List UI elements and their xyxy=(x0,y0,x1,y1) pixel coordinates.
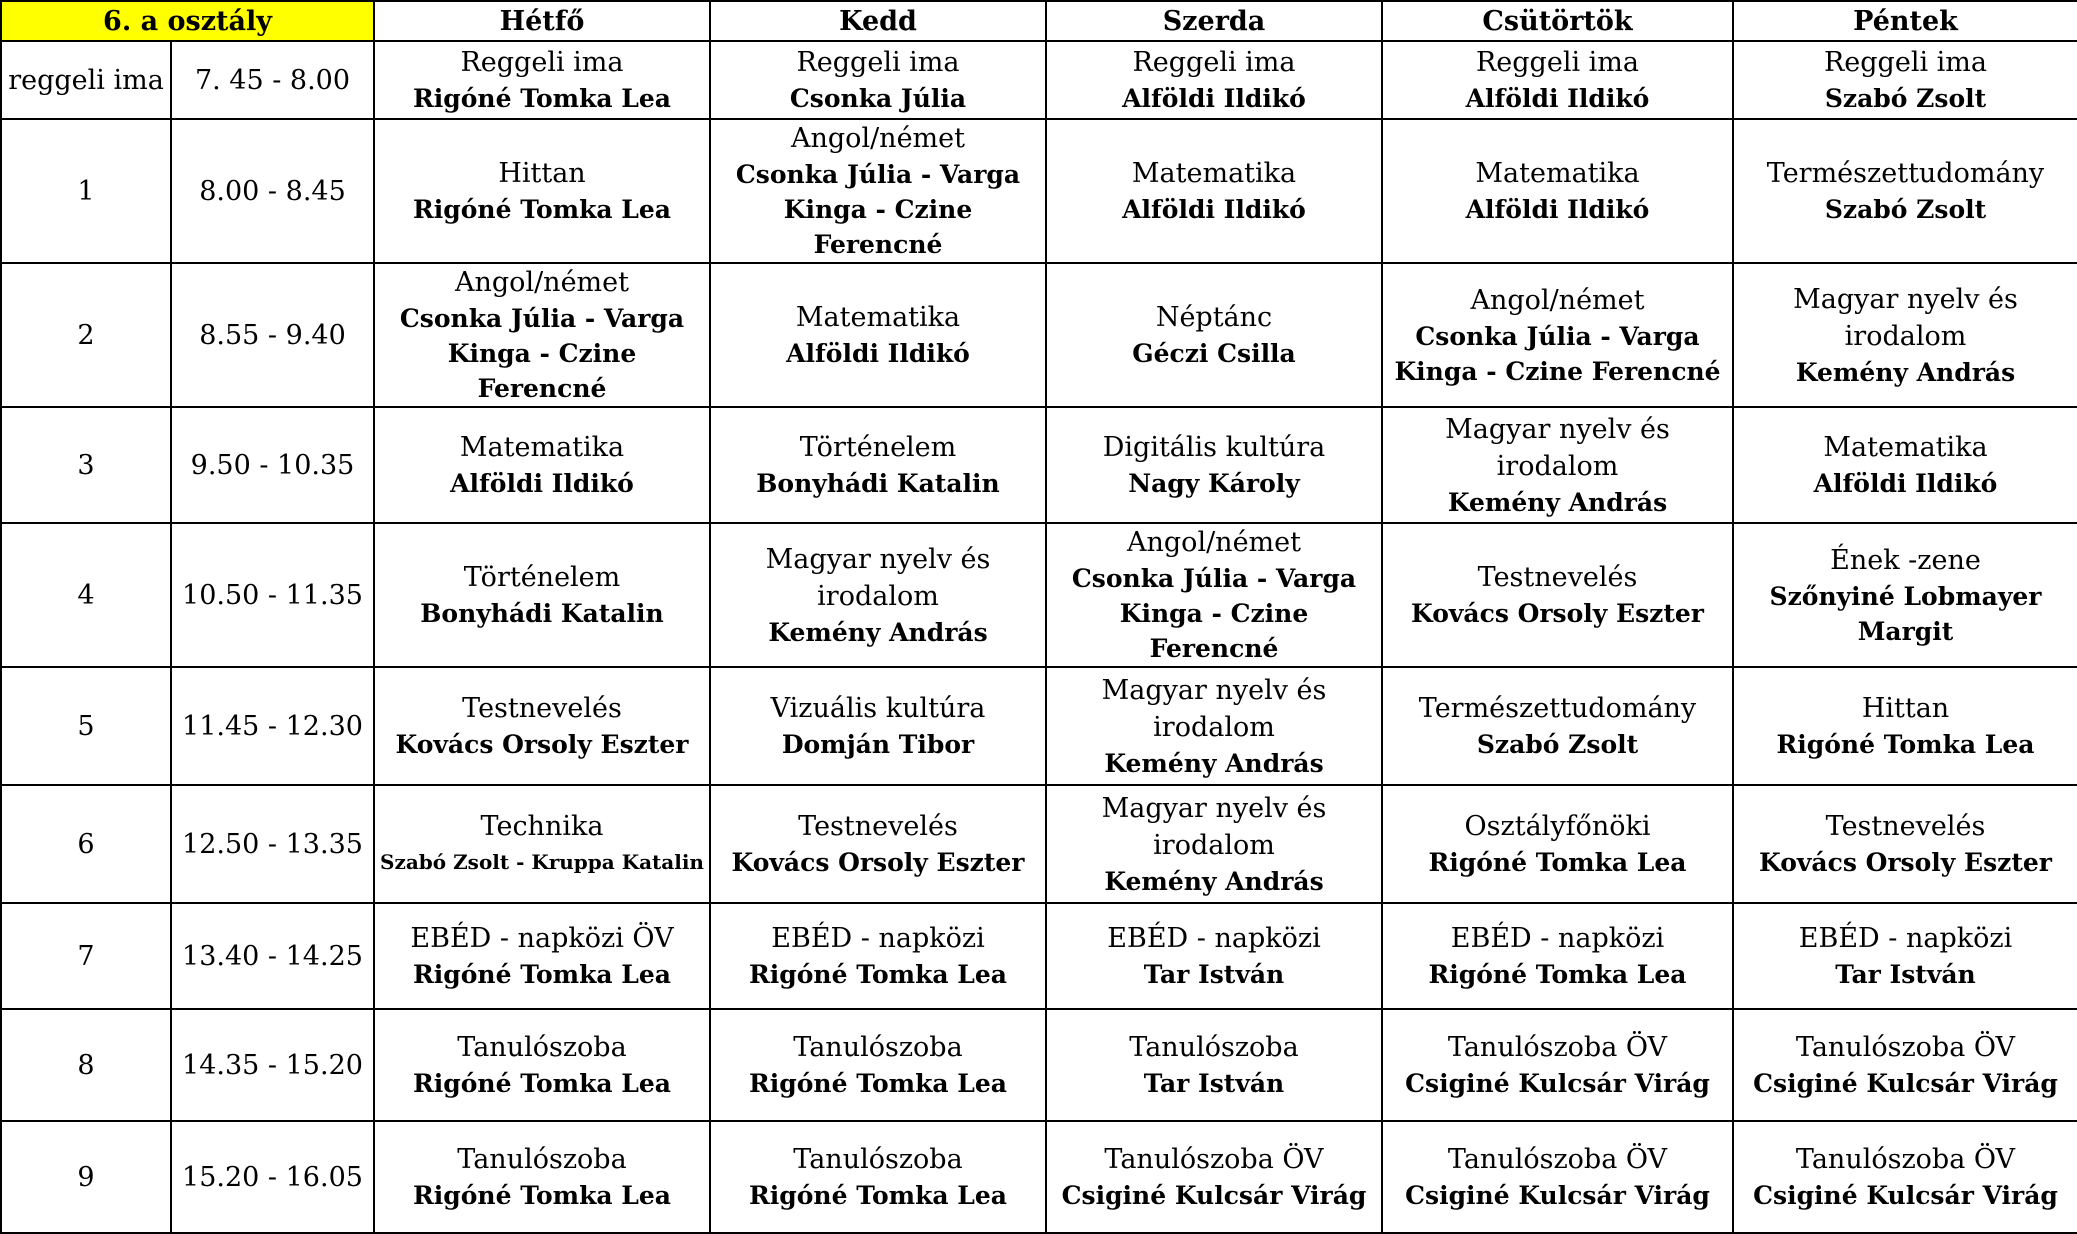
day-header-tuesday: Kedd xyxy=(710,1,1046,41)
subject-name: Tanulószoba ÖV xyxy=(1447,1144,1668,1175)
subject-name: Matematika xyxy=(1475,158,1640,189)
period-number: 8 xyxy=(1,1009,171,1121)
teacher-name: Kovács Orsoly Eszter xyxy=(395,730,689,759)
subject-name: Reggeli ima xyxy=(796,47,960,78)
subject-name: Testnevelés xyxy=(798,811,958,842)
subject-name: Tanulószoba ÖV xyxy=(1795,1032,2016,1063)
subject-name: Osztályfőnöki xyxy=(1464,811,1651,842)
lesson-cell-monday xyxy=(374,41,710,119)
teacher-name: Rigóné Tomka Lea xyxy=(1428,960,1687,989)
subject-name: Természettudomány xyxy=(1418,693,1697,724)
lesson-cell-monday xyxy=(374,263,710,407)
lesson-cell-wednesday xyxy=(1046,667,1382,785)
lesson-cell-thursday xyxy=(1382,41,1733,119)
subject-name: Vizuális kultúra xyxy=(770,693,986,724)
teacher-name: Rigóné Tomka Lea xyxy=(749,960,1007,989)
subject-name: Testnevelés xyxy=(1477,562,1638,593)
subject-name: Magyar nyelv és xyxy=(1101,792,1327,824)
lesson-cell-wednesday xyxy=(1046,263,1382,407)
lesson-row xyxy=(1,119,2077,263)
teacher-name: Rigóné Tomka Lea xyxy=(413,1069,671,1098)
lesson-cell-tuesday xyxy=(710,407,1046,523)
subject-name: irodalom xyxy=(1153,711,1275,743)
teacher-name: Géczi Csilla xyxy=(1132,339,1296,368)
subject-name: Történelem xyxy=(463,562,621,593)
teacher-name: Rigóné Tomka Lea xyxy=(1776,730,2035,759)
lesson-cell-monday xyxy=(374,1009,710,1121)
lesson-row xyxy=(1,523,2077,667)
teacher-name: Tar István xyxy=(1143,1069,1285,1098)
lesson-cell-tuesday xyxy=(710,119,1046,263)
lesson-cell-monday xyxy=(374,119,710,263)
teacher-name: Domján Tibor xyxy=(781,730,975,759)
subject-name: Tanulószoba ÖV xyxy=(1447,1032,1668,1063)
day-header-thursday: Csütörtök xyxy=(1382,1,1733,41)
lesson-cell-monday xyxy=(374,523,710,667)
lesson-cell-thursday xyxy=(1382,785,1733,903)
period-number: 6 xyxy=(1,785,171,903)
period-time: 12.50 - 13.35 xyxy=(171,785,374,903)
subject-name: Tanulószoba ÖV xyxy=(1104,1144,1324,1175)
lesson-row xyxy=(1,263,2077,407)
subject-name: Angol/német xyxy=(1127,527,1301,558)
lesson-cell-wednesday xyxy=(1046,407,1382,523)
lesson-cell-thursday xyxy=(1382,523,1733,667)
period-time: 9.50 - 10.35 xyxy=(171,407,374,523)
period-number: 5 xyxy=(1,667,171,785)
subject-name: Digitális kultúra xyxy=(1102,432,1326,463)
teacher-name: Alföldi Ildikó xyxy=(450,469,634,498)
lesson-cell-wednesday xyxy=(1046,1009,1382,1121)
subject-name: Tanulószoba xyxy=(457,1144,627,1175)
teacher-name: Csonka Júlia - Varga xyxy=(1071,564,1357,593)
lesson-cell-tuesday xyxy=(710,523,1046,667)
teacher-name: Tar István xyxy=(1143,960,1285,989)
subject-name: Testnevelés xyxy=(462,693,622,724)
subject-name: Tanulószoba ÖV xyxy=(1795,1144,2016,1175)
subject-name: Reggeli ima xyxy=(1823,47,1988,78)
teacher-name: Alföldi Ildikó xyxy=(1465,195,1650,224)
lesson-cell-thursday xyxy=(1382,1121,1733,1233)
subject-name: EBÉD - napközi ÖV xyxy=(410,923,674,954)
subject-name: Technika xyxy=(480,811,604,842)
teacher-name: Rigóné Tomka Lea xyxy=(749,1069,1007,1098)
teacher-name: Szőnyiné Lobmayer xyxy=(1769,581,2042,611)
period-time: 8.55 - 9.40 xyxy=(171,263,374,407)
teacher-name: Nagy Károly xyxy=(1128,469,1300,498)
lesson-cell-monday xyxy=(374,667,710,785)
subject-name: Angol/német xyxy=(791,123,965,154)
lesson-cell-friday xyxy=(1733,903,2077,1009)
lesson-cell-wednesday xyxy=(1046,785,1382,903)
period-number: 2 xyxy=(1,263,171,407)
subject-name: EBÉD - napközi xyxy=(771,923,985,954)
teacher-name: Margit xyxy=(1857,616,1954,646)
teacher-name: Bonyhádi Katalin xyxy=(420,599,664,628)
subject-name: Magyar nyelv és xyxy=(765,543,991,575)
lesson-cell-friday xyxy=(1733,263,2077,407)
subject-name: Magyar nyelv és xyxy=(1101,674,1327,706)
teacher-name: Rigóné Tomka Lea xyxy=(413,195,671,224)
header-row xyxy=(1,1,2077,41)
subject-name: Reggeli ima xyxy=(1132,47,1296,78)
teacher-name: Bonyhádi Katalin xyxy=(756,469,1000,498)
class-title: 6. a osztály xyxy=(1,1,374,41)
teacher-name: Kinga - Czine Ferencné xyxy=(447,339,637,403)
teacher-name: Kinga - Czine Ferencné xyxy=(783,195,973,259)
lesson-row xyxy=(1,667,2077,785)
period-time: 7. 45 - 8.00 xyxy=(171,41,374,119)
lesson-cell-wednesday xyxy=(1046,119,1382,263)
lesson-cell-monday xyxy=(374,407,710,523)
lesson-cell-wednesday xyxy=(1046,41,1382,119)
teacher-name: Szabó Zsolt xyxy=(1476,730,1639,759)
teacher-name: Kovács Orsoly Eszter xyxy=(1411,599,1704,628)
period-number: 3 xyxy=(1,407,171,523)
teacher-name: Csiginé Kulcsár Virág xyxy=(1753,1069,2058,1098)
lesson-cell-wednesday xyxy=(1046,1121,1382,1233)
lesson-row xyxy=(1,785,2077,903)
subject-name: irodalom xyxy=(817,580,939,612)
teacher-name: Kemény András xyxy=(1104,866,1324,896)
lesson-cell-wednesday xyxy=(1046,903,1382,1009)
day-header-monday: Hétfő xyxy=(374,1,710,41)
subject-name: Magyar nyelv és xyxy=(1445,413,1670,445)
subject-name: irodalom xyxy=(1496,450,1619,482)
period-time: 15.20 - 16.05 xyxy=(171,1121,374,1233)
teacher-name: Csonka Júlia - Varga xyxy=(1415,321,1700,351)
teacher-name: Kinga - Czine Ferencné xyxy=(1119,599,1309,663)
lesson-cell-friday xyxy=(1733,1009,2077,1121)
lesson-cell-thursday xyxy=(1382,667,1733,785)
teacher-name: Rigóné Tomka Lea xyxy=(749,1181,1007,1210)
teacher-name: Alföldi Ildikó xyxy=(1813,469,1998,498)
subject-name: EBÉD - napközi xyxy=(1450,923,1665,954)
subject-name: Ének -zene xyxy=(1830,544,1981,576)
lesson-row xyxy=(1,41,2077,119)
teacher-name: Szabó Zsolt xyxy=(1824,84,1987,113)
teacher-name: Kemény András xyxy=(1795,357,2016,387)
lesson-cell-friday xyxy=(1733,1121,2077,1233)
subject-name: EBÉD - napközi xyxy=(1107,923,1321,954)
lesson-cell-tuesday xyxy=(710,1009,1046,1121)
lesson-cell-tuesday xyxy=(710,903,1046,1009)
lesson-cell-wednesday xyxy=(1046,523,1382,667)
teacher-name: Alföldi Ildikó xyxy=(1465,84,1650,113)
day-header-wednesday: Szerda xyxy=(1046,1,1382,41)
lesson-cell-tuesday xyxy=(710,785,1046,903)
period-time: 13.40 - 14.25 xyxy=(171,903,374,1009)
teacher-name: Alföldi Ildikó xyxy=(1122,195,1306,224)
lesson-row xyxy=(1,903,2077,1009)
period-number: 1 xyxy=(1,119,171,263)
subject-name: Tanulószoba xyxy=(793,1144,963,1175)
teacher-name: Kemény András xyxy=(768,617,988,647)
period-time: 8.00 - 8.45 xyxy=(171,119,374,263)
period-time: 10.50 - 11.35 xyxy=(171,523,374,667)
subject-name: Matematika xyxy=(1823,432,1988,463)
subject-name: irodalom xyxy=(1844,320,1967,352)
day-header-friday: Péntek xyxy=(1733,1,2077,41)
lesson-cell-thursday xyxy=(1382,903,1733,1009)
subject-name: Matematika xyxy=(1131,158,1297,189)
period-number: 9 xyxy=(1,1121,171,1233)
lesson-cell-monday xyxy=(374,1121,710,1233)
lesson-cell-tuesday xyxy=(710,41,1046,119)
teacher-name: Kinga - Czine Ferencné xyxy=(1394,356,1721,386)
lesson-cell-friday xyxy=(1733,785,2077,903)
subject-name: Testnevelés xyxy=(1825,811,1986,842)
teacher-name: Rigóné Tomka Lea xyxy=(413,960,671,989)
teacher-name: Csonka Júlia xyxy=(789,84,967,113)
teacher-name: Alföldi Ildikó xyxy=(786,339,970,368)
lesson-row xyxy=(1,1121,2077,1233)
teacher-name: Csiginé Kulcsár Virág xyxy=(1405,1181,1710,1210)
period-number: 4 xyxy=(1,523,171,667)
subject-name: EBÉD - napközi xyxy=(1798,923,2013,954)
period-time: 11.45 - 12.30 xyxy=(171,667,374,785)
period-time: 14.35 - 15.20 xyxy=(171,1009,374,1121)
subject-name: Matematika xyxy=(459,432,625,463)
subject-name: irodalom xyxy=(1153,829,1275,861)
lesson-cell-tuesday xyxy=(710,263,1046,407)
subject-name: Tanulószoba xyxy=(457,1032,627,1063)
period-number: reggeli ima xyxy=(1,41,171,119)
lesson-cell-thursday xyxy=(1382,263,1733,407)
teacher-name: Szabó Zsolt - Kruppa Katalin xyxy=(380,850,704,874)
teacher-name: Csiginé Kulcsár Virág xyxy=(1753,1181,2058,1210)
teacher-name: Alföldi Ildikó xyxy=(1122,84,1306,113)
subject-name: Magyar nyelv és xyxy=(1793,283,2018,315)
lesson-cell-friday xyxy=(1733,667,2077,785)
teacher-name: Kemény András xyxy=(1447,487,1668,517)
teacher-name: Kovács Orsoly Eszter xyxy=(1759,848,2052,877)
lesson-cell-friday xyxy=(1733,407,2077,523)
subject-name: Angol/német xyxy=(455,267,629,298)
subject-name: Tanulószoba xyxy=(1129,1032,1299,1063)
lesson-cell-monday xyxy=(374,903,710,1009)
subject-name: Hittan xyxy=(498,158,586,189)
teacher-name: Kemény András xyxy=(1104,748,1324,778)
lesson-cell-friday xyxy=(1733,41,2077,119)
lesson-cell-friday xyxy=(1733,523,2077,667)
subject-name: Reggeli ima xyxy=(460,47,624,78)
lesson-cell-monday xyxy=(374,785,710,903)
subject-name: Tanulószoba xyxy=(793,1032,963,1063)
teacher-name: Csiginé Kulcsár Virág xyxy=(1061,1181,1367,1210)
lesson-cell-thursday xyxy=(1382,407,1733,523)
lesson-cell-tuesday xyxy=(710,667,1046,785)
teacher-name: Csiginé Kulcsár Virág xyxy=(1405,1069,1710,1098)
subject-name: Természettudomány xyxy=(1766,158,2045,189)
lesson-cell-thursday xyxy=(1382,1009,1733,1121)
teacher-name: Rigóné Tomka Lea xyxy=(413,84,671,113)
lesson-row xyxy=(1,407,2077,523)
teacher-name: Tar István xyxy=(1835,960,1976,989)
teacher-name: Szabó Zsolt xyxy=(1824,195,1987,224)
lesson-row xyxy=(1,1009,2077,1121)
teacher-name: Csonka Júlia - Varga xyxy=(399,304,685,333)
subject-name: Matematika xyxy=(795,302,961,333)
subject-name: Történelem xyxy=(799,432,957,463)
teacher-name: Rigóné Tomka Lea xyxy=(413,1181,671,1210)
teacher-name: Csonka Júlia - Varga xyxy=(735,160,1021,189)
lesson-cell-thursday xyxy=(1382,119,1733,263)
subject-name: Angol/német xyxy=(1470,284,1645,316)
subject-name: Reggeli ima xyxy=(1475,47,1640,78)
subject-name: Néptánc xyxy=(1155,302,1273,333)
lesson-cell-friday xyxy=(1733,119,2077,263)
subject-name: Hittan xyxy=(1861,693,1950,724)
period-number: 7 xyxy=(1,903,171,1009)
teacher-name: Rigóné Tomka Lea xyxy=(1428,848,1687,877)
lesson-cell-tuesday xyxy=(710,1121,1046,1233)
teacher-name: Kovács Orsoly Eszter xyxy=(731,848,1025,877)
